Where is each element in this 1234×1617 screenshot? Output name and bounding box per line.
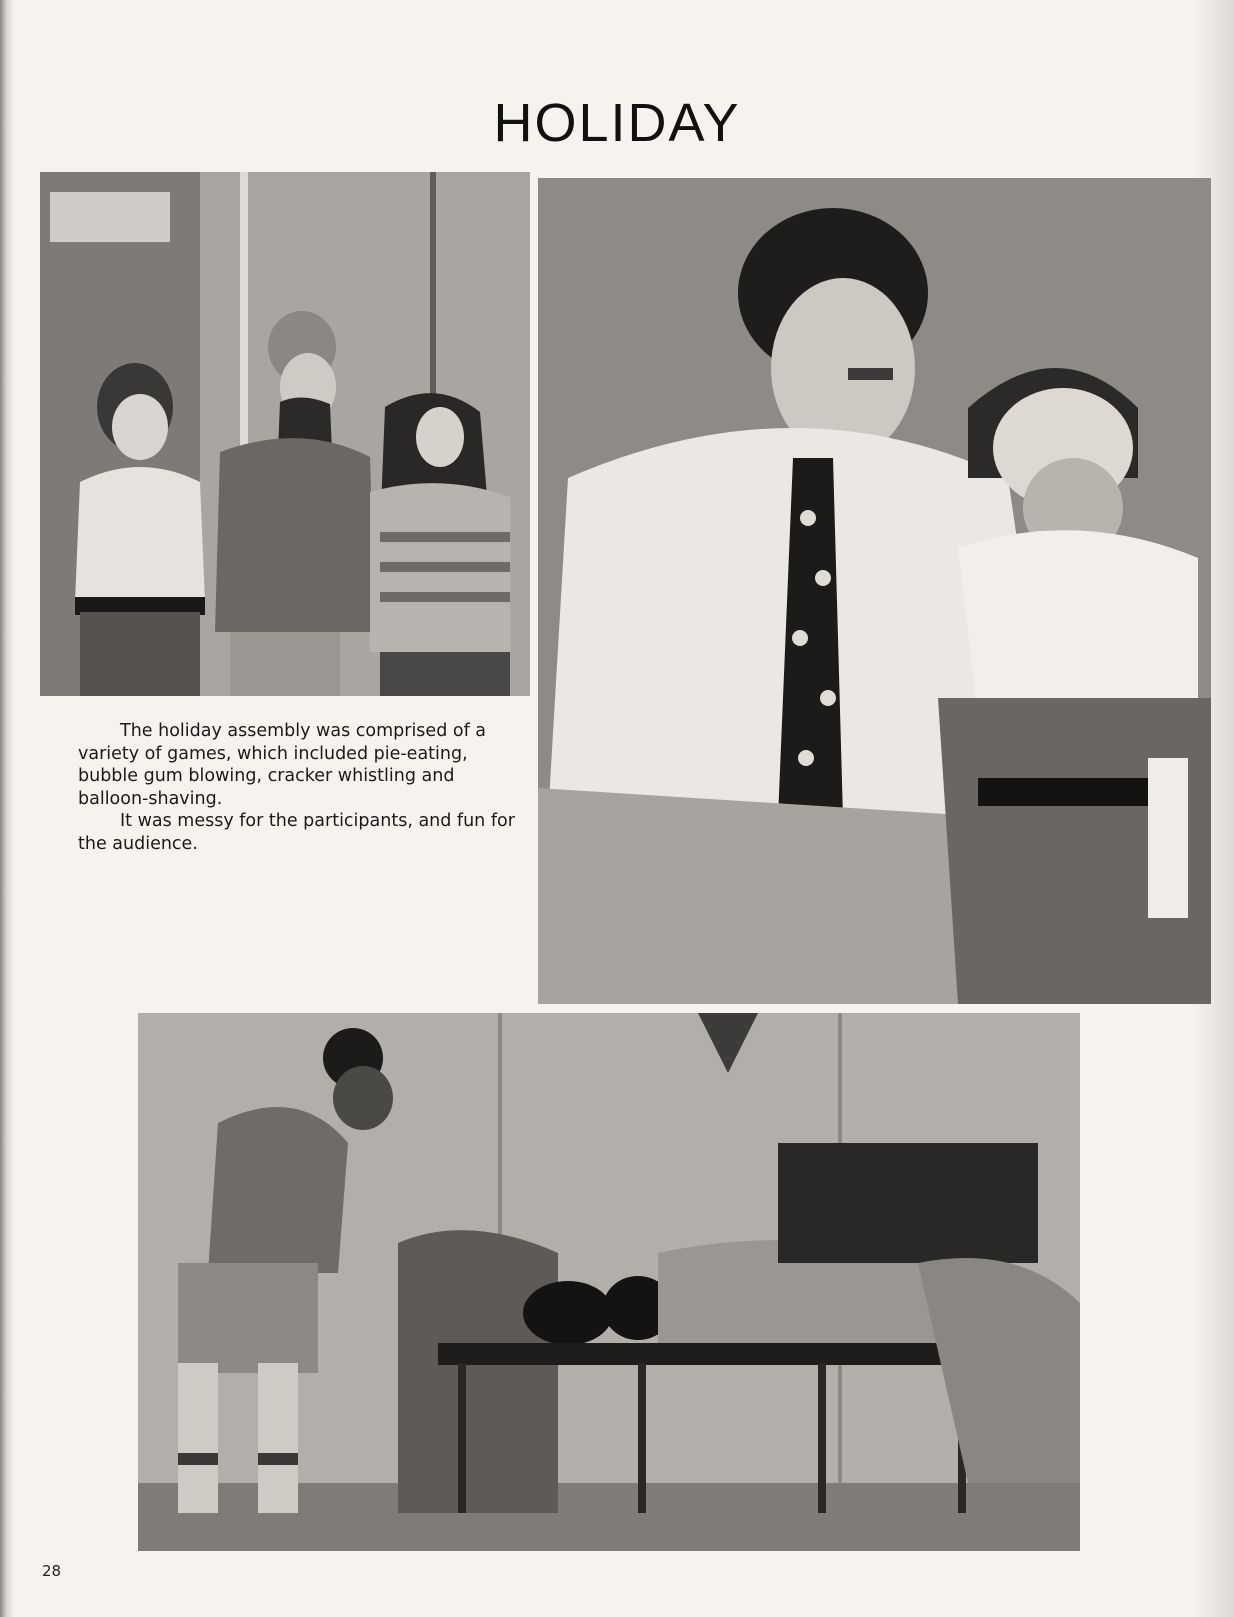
caption-paragraph-2: It was messy for the participants, and fun for the audience. [78,811,515,854]
photo-students-walking [40,172,530,696]
caption-paragraph-1: The holiday assembly was comprised of a variety of games, which included pie-eating, bubble gum blowing, cracker whistling and balloon-shaving. [78,721,487,809]
page-title: HOLIDAY [493,93,741,153]
page-number: 28 [42,1562,62,1580]
photo-pie-eating-contest [138,1013,1080,1551]
book-spine-edge [0,0,14,1617]
photo-teacher-and-santa [538,178,1211,1004]
article-caption [78,720,528,855]
